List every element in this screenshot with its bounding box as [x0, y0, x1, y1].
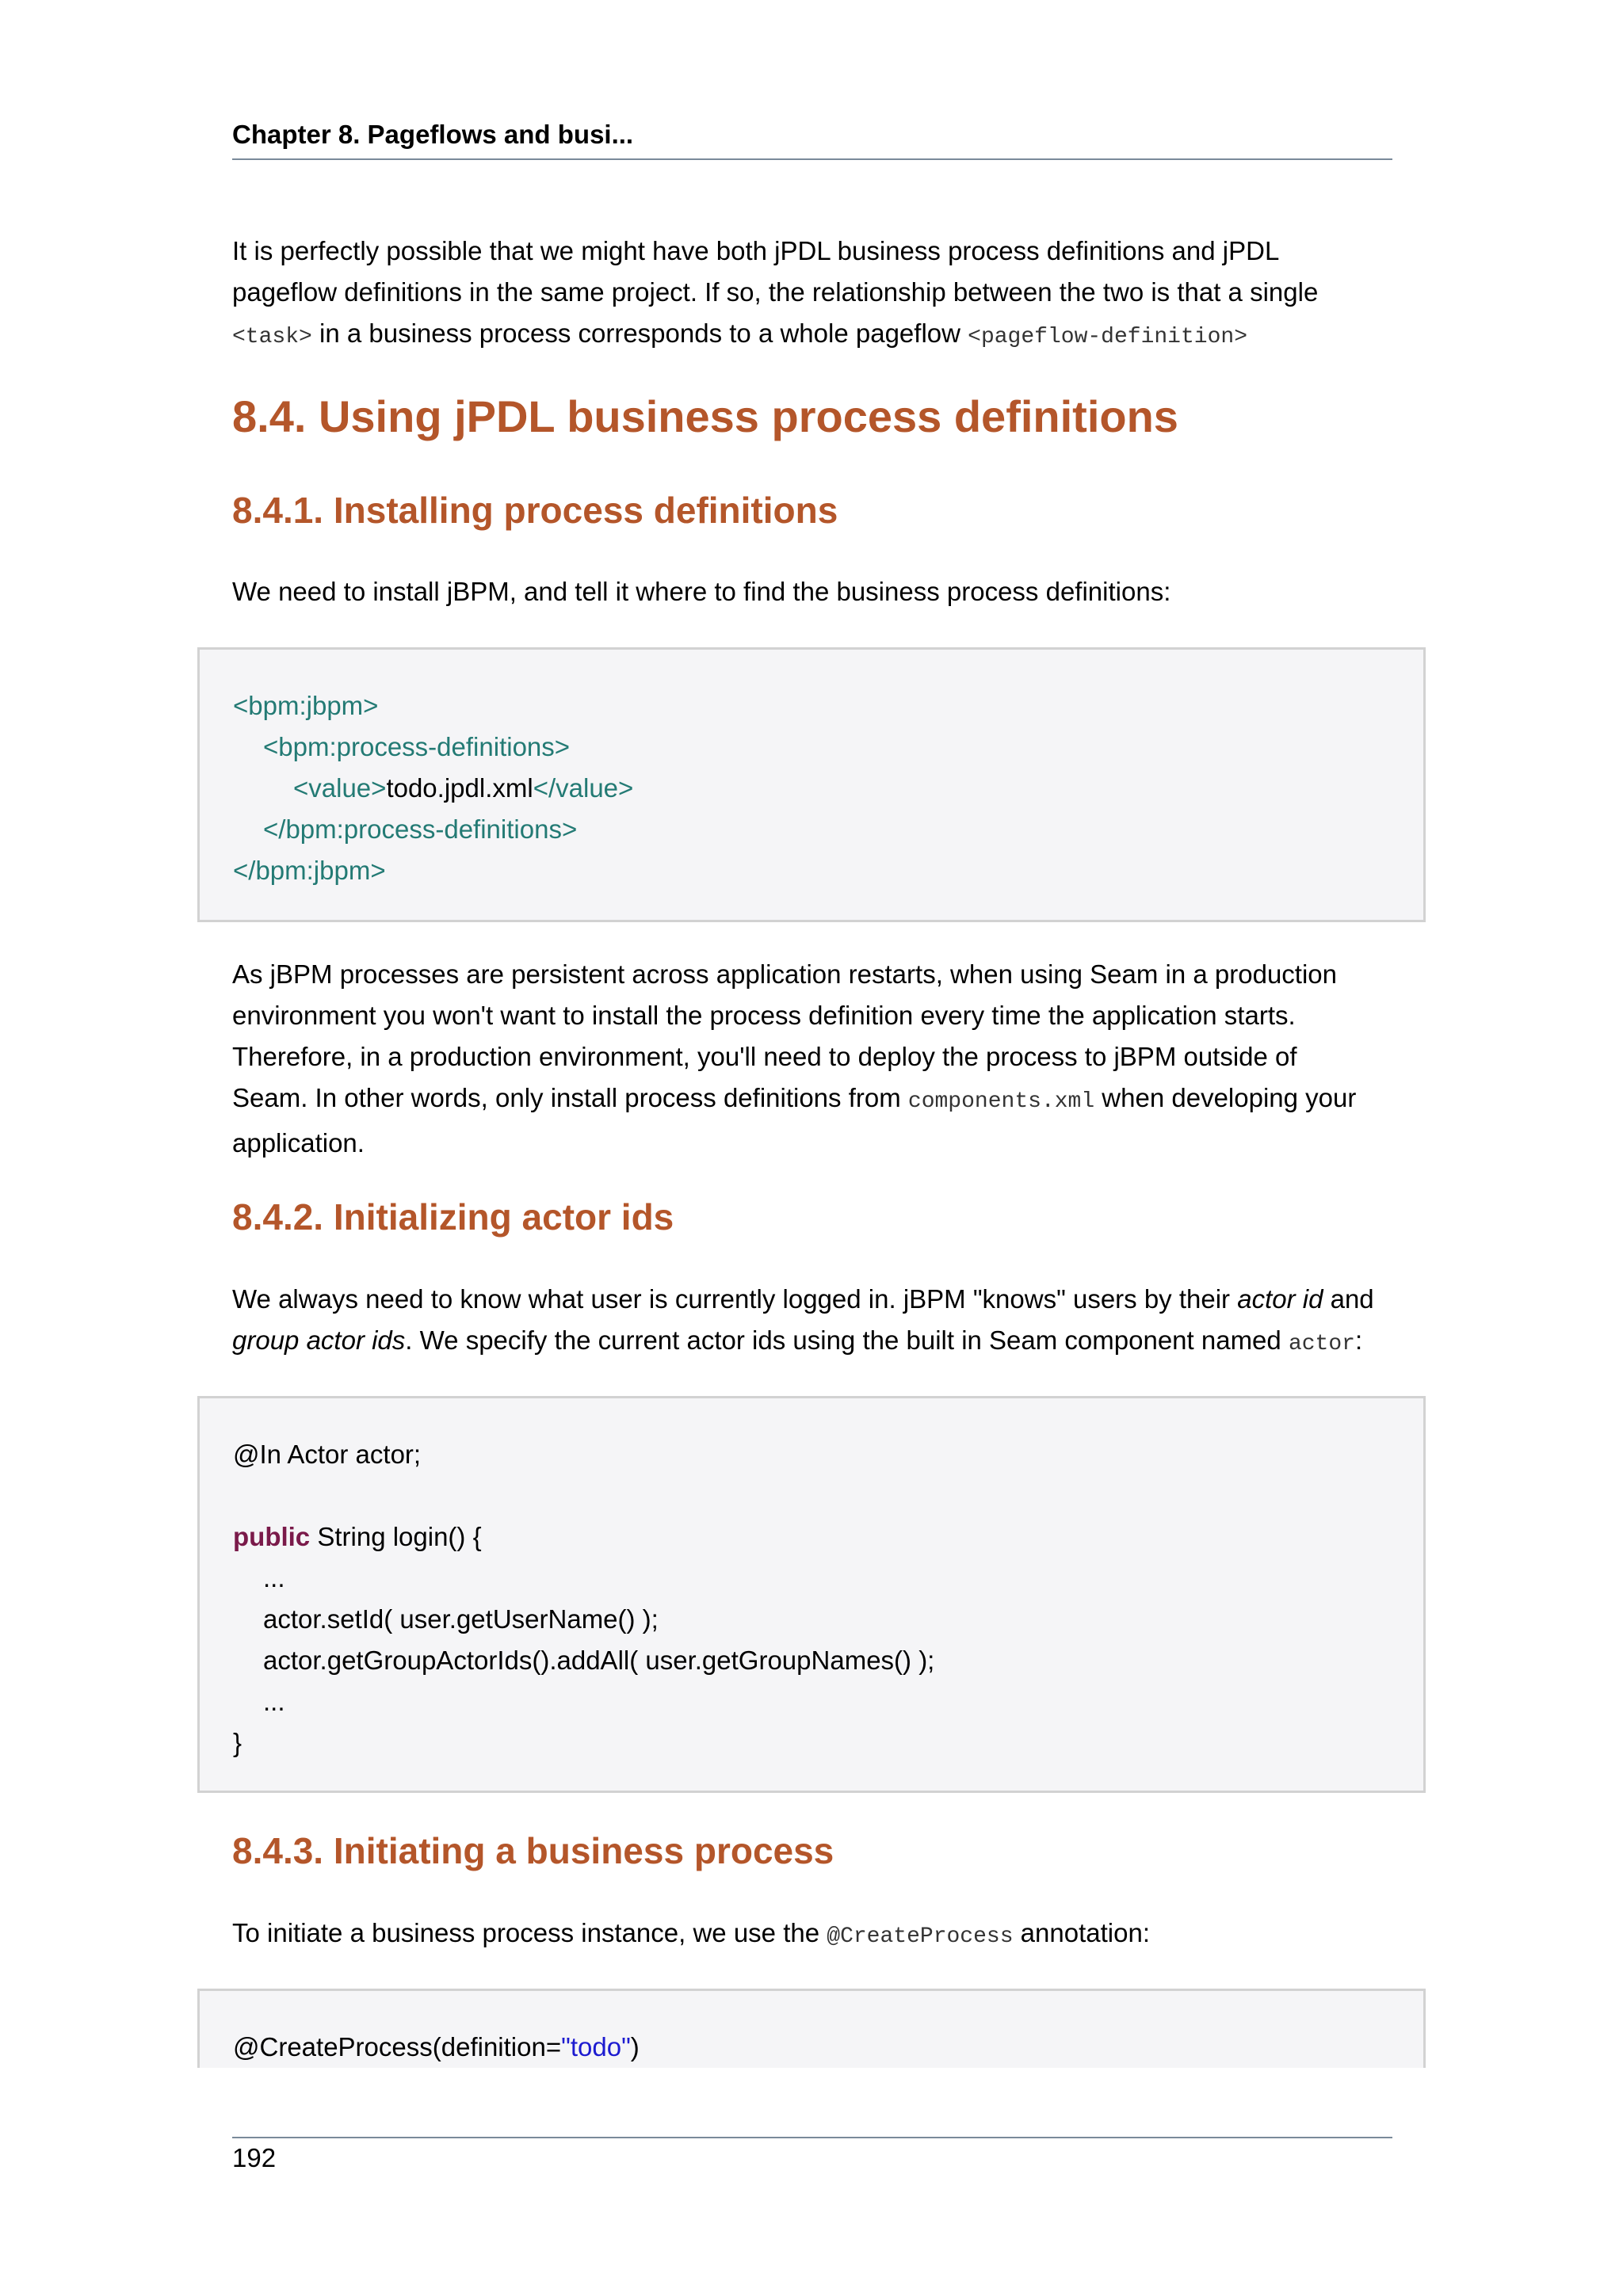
section-8-4-3-intro [232, 1913, 1392, 1958]
page-number: 192 [232, 2143, 277, 2172]
paragraph-text: annotation: [1013, 1918, 1150, 1947]
code-line: <bpm:process-definitions> [263, 732, 571, 761]
pageflow-definition-code: <pageflow-definition> [968, 325, 1247, 349]
paragraph-line [232, 1320, 1392, 1365]
code-string: "todo" [561, 2032, 631, 2061]
paragraph-text: . We specify the current actor ids using the built in Seam component named [405, 1325, 1289, 1355]
paragraph-text: and [1323, 1284, 1374, 1314]
code-line: actor.getGroupActorIds().addAll( user.getGroupNames() ); [263, 1646, 935, 1675]
group-actor-ids-emphasis: group actor ids [232, 1325, 406, 1355]
code-line [293, 768, 633, 809]
paragraph-line [232, 1077, 1392, 1123]
components-xml-code: components.xml [907, 1089, 1095, 1114]
section-8-4-3-heading: 8.4.3. Initiating a business process [232, 1830, 834, 1871]
paragraph-text: Seam. In other words, only install process definitions from [232, 1083, 908, 1112]
code-line: <bpm:jbpm> [233, 691, 379, 720]
create-process-code: @CreateProcess [827, 1924, 1014, 1949]
actor-code: actor [1288, 1332, 1355, 1356]
footer-divider [232, 2137, 1392, 2138]
code-line: @In Actor actor; [233, 1440, 422, 1469]
paragraph-line: environment you won't want to install the process definition every time the application starts. [232, 1001, 1296, 1030]
paragraph-line: Therefore, in a production environment, you'll need to deploy the process to jBPM outside of [232, 1042, 1297, 1071]
code-line [233, 2027, 640, 2068]
actor-id-emphasis: actor id [1237, 1284, 1323, 1314]
running-header: Chapter 8. Pageflows and busi... [232, 117, 1392, 160]
code-line: </bpm:jbpm> [233, 856, 386, 885]
section-8-4-heading: 8.4. Using jPDL business process definitions [232, 391, 1178, 441]
paragraph-text: : [1354, 1325, 1363, 1355]
code-tag: </value> [533, 773, 634, 803]
paragraph-text: To initiate a business process instance, we use the [232, 1918, 827, 1947]
section-8-4-1-heading: 8.4.1. Installing process definitions [232, 490, 838, 531]
paragraph-line: application. [232, 1128, 365, 1158]
code-text: todo.jpdl.xml [386, 773, 533, 803]
intro-line-3-text: in a business process corresponds to a whole pageflow [311, 318, 968, 348]
code-line [233, 1516, 482, 1558]
code-block-jbpm-config [197, 647, 1426, 922]
code-block-create-process [197, 1989, 1426, 2068]
code-text: ) [630, 2032, 640, 2061]
code-tag: <value> [293, 773, 387, 803]
code-text: @CreateProcess(definition= [233, 2032, 562, 2061]
intro-line-1: It is perfectly possible that we might have both jPDL business process definitions and jPDL [232, 236, 1280, 265]
intro-line-3 [232, 313, 1392, 358]
code-line: ... [263, 1563, 285, 1592]
section-8-4-2-intro [232, 1279, 1392, 1365]
code-text: String login() { [310, 1522, 482, 1551]
section-8-4-1-intro: We need to install jBPM, and tell it where to find the business process definitions: [232, 577, 1171, 606]
paragraph-line: As jBPM processes are persistent across application restarts, when using Seam in a production [232, 959, 1338, 989]
intro-line-2: pageflow definitions in the same project. If so, the relationship between the two is that a single [232, 277, 1319, 307]
code-line: actor.setId( user.getUserName() ); [263, 1604, 659, 1634]
section-8-4-2-heading: 8.4.2. Initializing actor ids [232, 1196, 674, 1238]
persistence-paragraph [232, 954, 1392, 1164]
paragraph-text: We always need to know what user is currently logged in. jBPM "knows" users by their [232, 1284, 1238, 1314]
task-code: <task> [232, 325, 312, 349]
code-line: ... [263, 1687, 285, 1716]
code-block-actor-login [197, 1396, 1426, 1793]
paragraph-line [232, 1279, 1392, 1320]
paragraph-text: when developing your [1094, 1083, 1357, 1112]
intro-paragraph [232, 231, 1392, 358]
code-line: } [233, 1728, 242, 1757]
code-keyword: public [233, 1522, 311, 1551]
code-line: </bpm:process-definitions> [263, 814, 578, 844]
